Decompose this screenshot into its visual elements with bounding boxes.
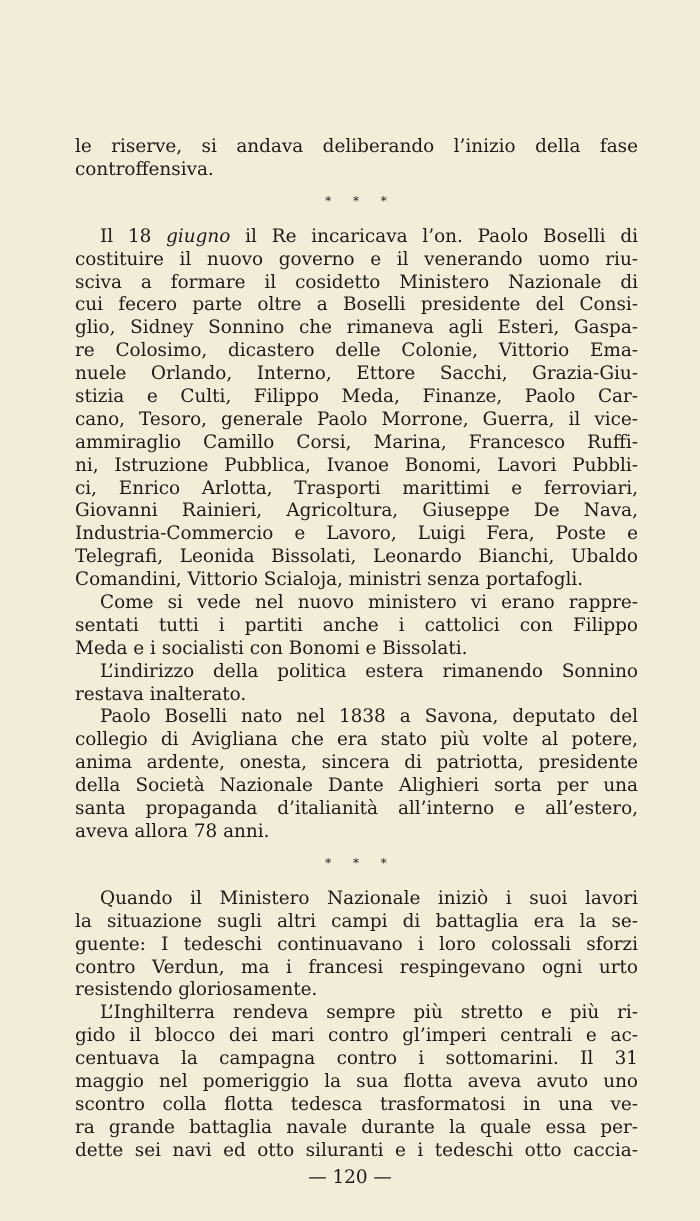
text-line: santa propaganda d’italianità all’interno e all’estero,: [75, 798, 638, 820]
text-line: Giovanni Rainieri, Agricoltura, Giuseppe De Nava,: [75, 500, 638, 522]
text-line: maggio nel pomeriggio la sua flotta aveva avuto uno: [75, 1070, 638, 1092]
paragraph: [75, 592, 638, 661]
text-line: Come si vede nel nuovo ministero vi erano rappre-: [100, 592, 638, 614]
section-separator: * * *: [325, 193, 396, 208]
paragraph: [75, 706, 638, 843]
text-line: sciva a formare il cosidetto Ministero Nazionale di: [75, 271, 638, 293]
text-line: ra grande battaglia navale durante la quale essa per-: [75, 1116, 638, 1138]
text-line: Paolo Boselli nato nel 1838 a Savona, deputato del: [100, 706, 638, 728]
text-line: Meda e i socialisti con Bonomi e Bissolati.: [75, 637, 468, 659]
text-line: Comandini, Vittorio Scialoja, ministri senza portafogli.: [75, 569, 584, 591]
paragraph: [75, 226, 638, 592]
paragraph: [75, 888, 638, 1002]
text-line: contro Verdun, ma i francesi respingevano ogni urto: [75, 956, 638, 978]
italic-date: giugno: [166, 225, 231, 247]
text-line: gido il blocco dei mari contro gl’imperi centrali e ac-: [75, 1025, 638, 1047]
text-line: costituire il nuovo governo e il venerando uomo riu-: [75, 248, 638, 270]
text-line: centuava la campagna contro i sottomarini. Il 31: [75, 1048, 638, 1070]
text-fragment: il Re incaricava l’on. Paolo Boselli di: [230, 225, 638, 247]
paragraph: [75, 1002, 638, 1162]
text-line: ammiraglio Camillo Corsi, Marina, Francesco Ruffi-: [75, 431, 638, 453]
text-line: resistendo gloriosamente.: [75, 979, 318, 1001]
text-line: L’indirizzo della politica estera rimanendo Sonnino: [100, 660, 638, 682]
text-line: re Colosimo, dicastero delle Colonie, Vittorio Ema-: [75, 340, 638, 362]
text-line: le riserve, si andava deliberando l’inizio della fase: [75, 136, 638, 157]
text-line: L’Inghilterra rendeva sempre più stretto e più ri-: [100, 1002, 638, 1024]
paragraph: [75, 661, 638, 707]
page-number: — 120 —: [308, 1167, 392, 1188]
text-line: controffensiva.: [75, 158, 214, 180]
text-line: cano, Tesoro, generale Paolo Morrone, Guerra, il vice-: [75, 408, 638, 430]
text-line: aveva allora 78 anni.: [75, 820, 270, 842]
text-line: Telegrafi, Leonida Bissolati, Leonardo Bianchi, Ubaldo: [75, 546, 638, 568]
page-body: [75, 136, 638, 1163]
text-line: [75, 226, 638, 249]
text-line: Quando il Ministero Nazionale iniziò i suoi lavori: [100, 887, 638, 909]
paragraph: [75, 136, 638, 182]
text-line: nuele Orlando, Interno, Ettore Sacchi, Grazia-Giu-: [75, 363, 638, 385]
text-line: guente: I tedeschi continuavano i loro colossali sforzi: [75, 933, 638, 955]
text-line: collegio di Avigliana che era stato più volte al potere,: [75, 729, 638, 751]
text-line: scontro colla flotta tedesca trasformatosi in una ve-: [75, 1093, 638, 1115]
text-fragment: Il 18: [100, 225, 167, 247]
text-line: della Società Nazionale Dante Alighieri sorta per una: [75, 775, 638, 797]
text-line: ni, Istruzione Pubblica, Ivanoe Bonomi, Lavori Pubbli-: [75, 454, 638, 476]
text-line: stizia e Culti, Filippo Meda, Finanze, Paolo Car-: [75, 386, 638, 408]
text-line: dette sei navi ed otto siluranti e i tedeschi otto caccia-: [75, 1139, 638, 1161]
text-line: ci, Enrico Arlotta, Trasporti marittimi e ferroviari,: [75, 477, 638, 499]
text-line: restava inalterato.: [75, 683, 247, 705]
text-line: anima ardente, onesta, sincera di patriotta, presidente: [75, 752, 638, 774]
text-line: cui fecero parte oltre a Boselli presidente del Consi-: [75, 294, 638, 316]
text-line: glio, Sidney Sonnino che rimaneva agli Esteri, Gaspa-: [75, 317, 638, 339]
text-line: la situazione sugli altri campi di battaglia era la se-: [75, 910, 638, 932]
section-separator: * * *: [325, 855, 396, 870]
text-line: sentati tutti i partiti anche i cattolici con Filippo: [75, 614, 638, 636]
text-line: Industria-Commercio e Lavoro, Luigi Fera, Poste e: [75, 523, 638, 545]
